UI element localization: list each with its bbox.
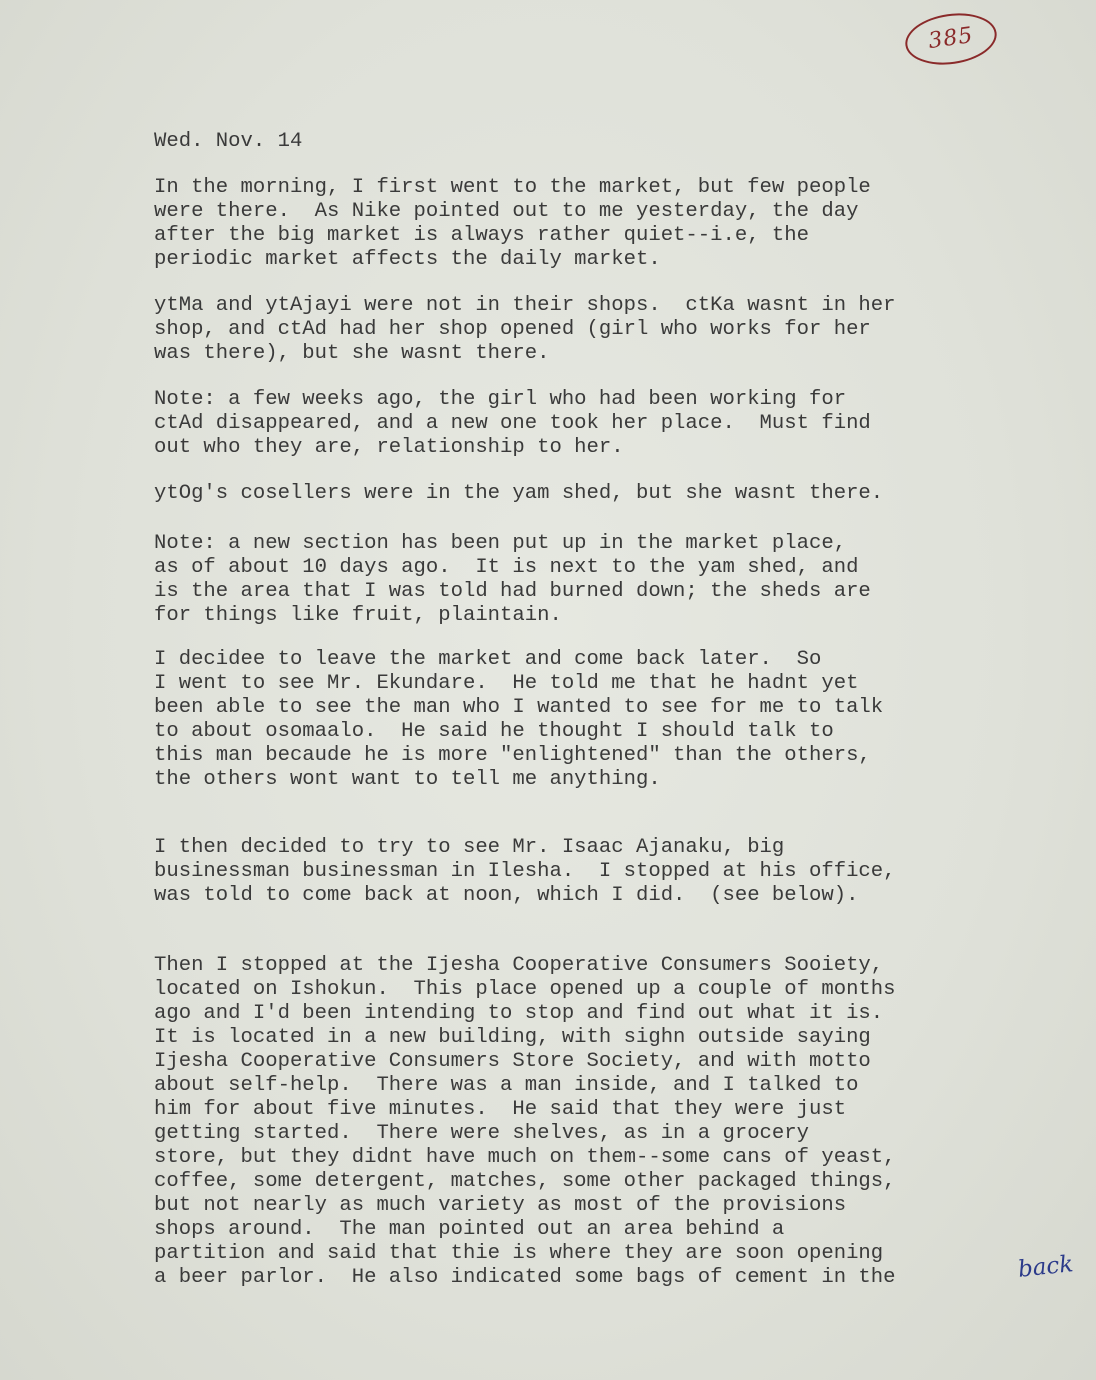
- entry-date-heading: Wed. Nov. 14: [154, 130, 303, 153]
- paragraph-note-new-section: Note: a new section has been put up in the market place, as of about 10 days ago. It is next to the yam shed, and is the area that I was told had burned down; the sheds are for things like fruit, plaintain.: [154, 532, 871, 627]
- paragraph-ajanaku: I then decided to try to see Mr. Isaac Ajanaku, big businessman businessman in Ilesha. I stopped at his office, was told to come back at noon, which I did. (see below).: [154, 836, 896, 907]
- page-number: 385: [926, 22, 975, 55]
- page-number-stamp: [902, 8, 1000, 70]
- paragraph-market-morning: In the morning, I first went to the market, but few people were there. As Nike pointed out to me yesterday, the day after the big market is always rather quiet--i.e, the periodic market affects the daily market.: [154, 176, 871, 271]
- paragraph-shops: ytMa and ytAjayi were not in their shops. ctKa wasnt in her shop, and ctAd had her shop opened (girl who works for her was there), but she wasnt there.: [154, 294, 896, 365]
- paragraph-ekundare: I decidee to leave the market and come back later. So I went to see Mr. Ekundare. He told me that he hadnt yet been able to see the man who I wanted to see for me to talk to about osomaalo. He said he thought I should talk to this man becaude he is more "enlightened" than the others, the others wont want to tell me anything.: [154, 648, 884, 791]
- handwritten-margin-note: back: [1016, 1251, 1075, 1283]
- paragraph-note-girl: Note: a few weeks ago, the girl who had been working for ctAd disappeared, and a new one took her place. Must find out who they are, relationship to her.: [154, 388, 871, 459]
- paragraph-cooperative: Then I stopped at the Ijesha Cooperative Consumers Sooiety, located on Ishokun. This place opened up a couple of months ago and I'd been intending to stop and find out what it is. It is located in a new building, with sighn outside saying Ijesha Cooperative Consumers Store Society, and with motto about self-help. There was a man inside, and I talked to him for about five minutes. He said that they were just getting started. There were shelves, as in a grocery store, but they didnt have much on them--some cans of yeast, coffee, some detergent, matches, some other packaged things, but not nearly as much variety as most of the provisions shops around. The man pointed out an area behind a partition and said that thie is where they are soon opening a beer parlor. He also indicated some bags of cement in the: [154, 954, 896, 1289]
- paragraph-cosellers: ytOg's cosellers were in the yam shed, but she wasnt there.: [154, 482, 884, 505]
